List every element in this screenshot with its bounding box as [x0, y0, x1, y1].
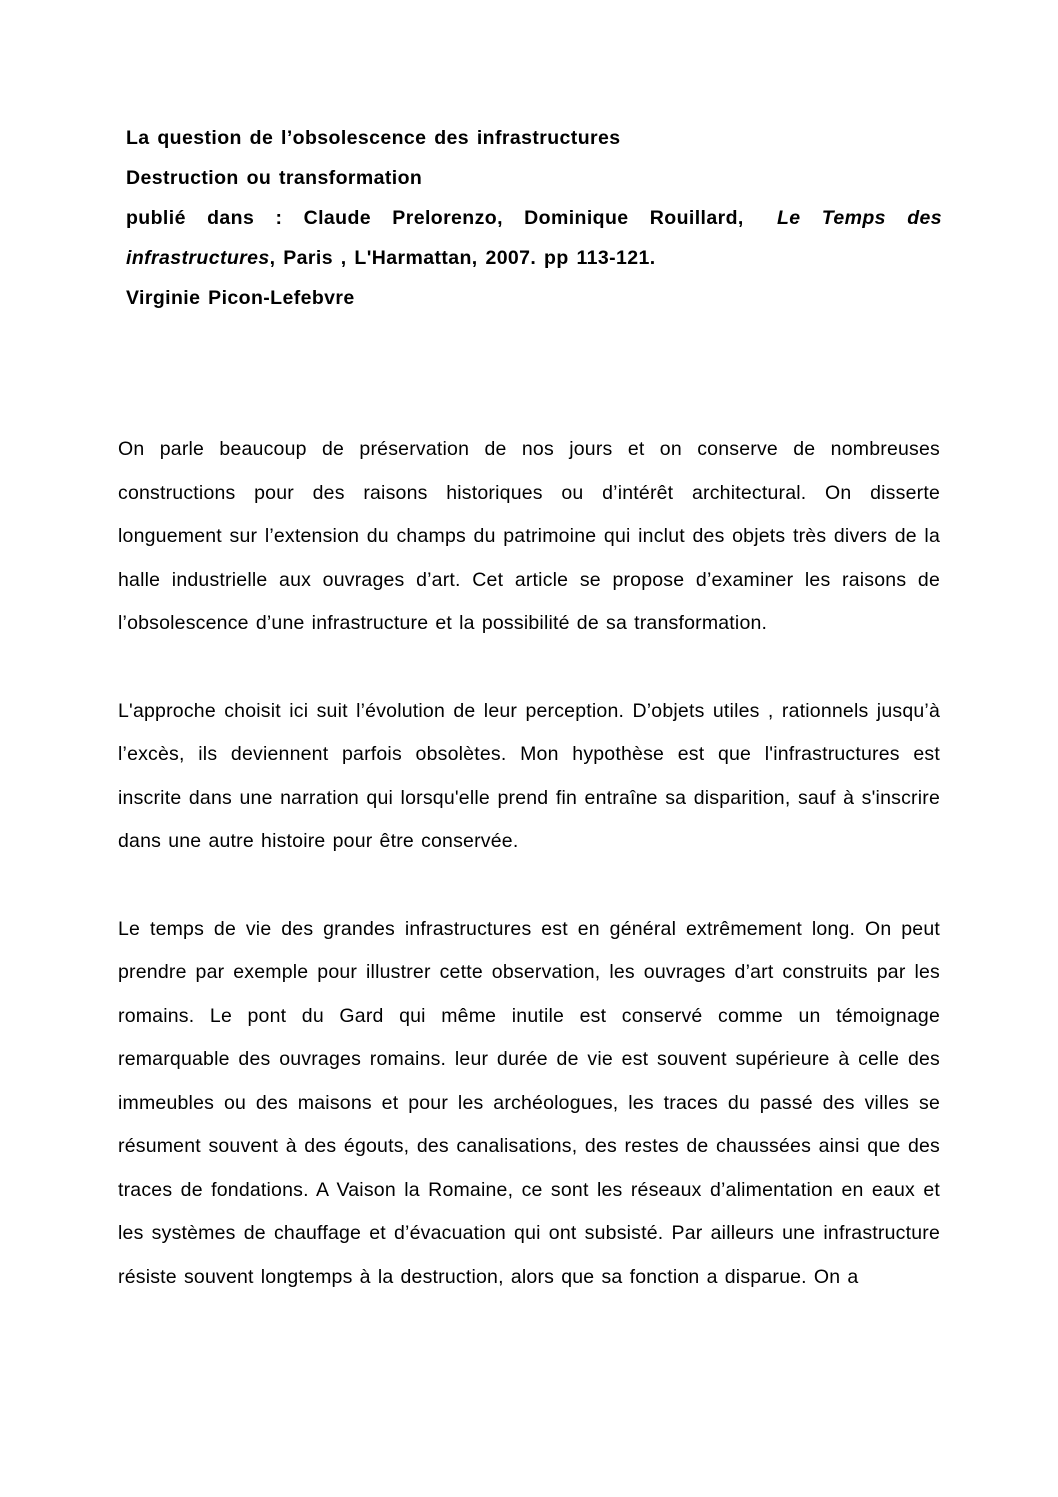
document-author: Virginie Picon-Lefebvre [126, 287, 355, 309]
document-header [126, 118, 942, 318]
publication-book-title: Le Temps des infrastructures [126, 207, 942, 269]
publication-prefix: publié dans : Claude Prelorenzo, Dominique Rouillard, [126, 207, 765, 229]
paragraph-temps-de-vie: Le temps de vie des grandes infrastructures est en général extrêmement long. On peut prendre par exemple pour illustrer cette observation, les ouvrages d’art construits par les romains. Le pont du Gard qui même inutile est conservé comme un témoignage remarquable des ouvrages romains. leur durée de vie est souvent supérieure à celle des immeubles ou des maisons et pour les archéologues, les traces du passé des villes se résument souvent à des égouts, des canalisations, des restes de chaussées ainsi que des traces de fondations. A Vaison la Romaine, ce sont les réseaux d’alimentation en eaux et les systèmes de chauffage et d’évacuation qui ont subsisté. Par ailleurs une infrastructure résiste souvent longtemps à la destruction, alors que sa fonction a disparue. On a [118, 917, 940, 1288]
paragraph-approche: L'approche choisit ici suit l’évolution de leur perception. D’objets utiles , rationnels jusqu’à l’excès, ils deviennent parfois obsolètes. Mon hypothèse est que l'infrastructures est inscrite dans une narration qui lorsqu'elle prend fin entraîne sa disparition, sauf à s'inscrire dans une autre histoire pour être conservée. [118, 699, 940, 852]
document-title: La question de l’obsolescence des infrastructures [126, 127, 621, 149]
publication-suffix: , Paris , L'Harmattan, 2007. pp 113-121. [269, 247, 656, 269]
document-subtitle: Destruction ou transformation [126, 167, 423, 189]
publication-line [126, 198, 942, 278]
document-body [118, 428, 940, 1299]
paragraph-preservation: On parle beaucoup de préservation de nos jours et on conserve de nombreuses constructions pour des raisons historiques ou d’intérêt architectural. On disserte longuement sur l’extension du champs du patrimoine qui inclut des objets très divers de la halle industrielle aux ouvrages d’art. Cet article se propose d’examiner les raisons de l’obsolescence d’une infrastructure et la possibilité de sa transformation. [118, 438, 940, 634]
